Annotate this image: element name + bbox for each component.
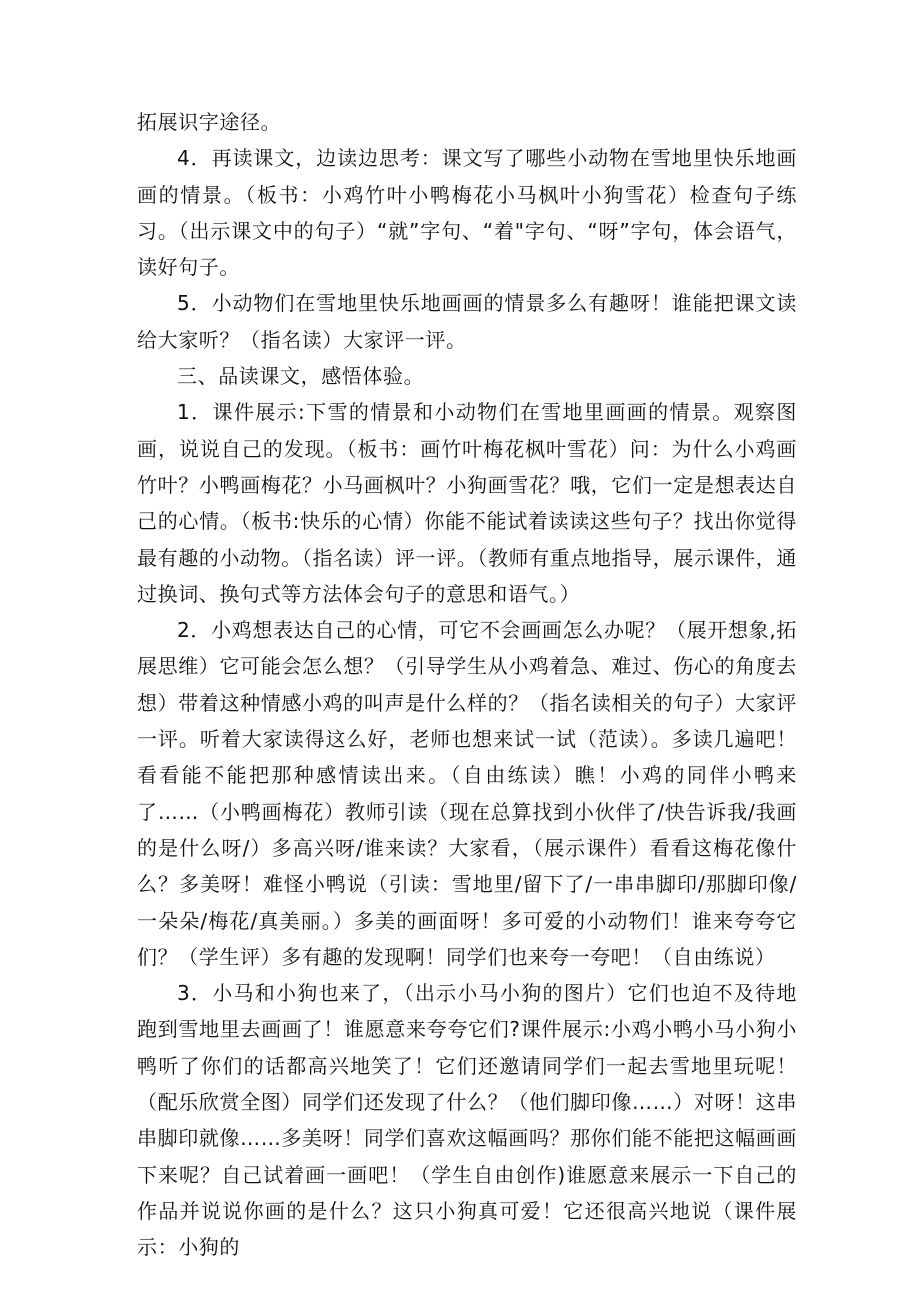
paragraph-4: 1．课件展示:下雪的情景和小动物们在雪地里画画的情景。观察图画，说说自己的发现。（板书：画竹叶梅花枫叶雪花）问：为什么小鸡画竹叶？小鸭画梅花？小马画枫叶？小狗画雪花？哦，它们一定是想表达自己的心情。（板书:快乐的心情）你能不能试着读读这些句子？找出你觉得最有趣的小动物。（指名读）评一评。（教师有重点地指导，展示课件，通过换词、换句式等方法体会句子的意思和语气。）	[137, 400, 797, 606]
paragraph-6: 3．小马和小狗也来了，（出示小马小狗的图片）它们也迫不及待地跑到雪地里去画画了！谁愿意来夸夸它们?课件展示:小鸡小鸭小马小狗小鸭听了你们的话都高兴地笑了！它们还邀请同学们一起去雪地里玩呢！（配乐欣赏全图）同学们还发现了什么？（他们脚印像……）对呀！这串串脚印就像……多美呀！同学们喜欢这幅画吗？那你们能不能把这幅画画下来呢？自己试着画一画吧！（学生自由创作)谁愿意来展示一下自己的作品并说说你画的是什么？这只小狗真可爱！它还很高兴地说（课件展示：小狗的	[137, 981, 797, 1260]
document-page	[137, 104, 797, 1266]
paragraph-5: 2．小鸡想表达自己的心情，可它不会画画怎么办呢？（展开想象,拓展思维）它可能会怎么想？（引导学生从小鸡着急、难过、伤心的角度去想）带着这种情感小鸡的叫声是什么样的？（指名读相关的句子）大家评一评。听着大家读得这么好，老师也想来试一试（范读）。多读几遍吧！看看能不能把那种感情读出来。（自由练读）瞧！小鸡的同伴小鸭来了……（小鸭画梅花）教师引读（现在总算找到小伙伴了/快告诉我/我画的是什么呀/）多高兴呀/谁来读？大家看，（展示课件）看看这梅花像什么？多美呀！难怪小鸭说（引读：雪地里/留下了/一串串脚印/那脚印像/一朵朵/梅花/真美丽。）多美的画面呀！多可爱的小动物们！谁来夸夸它们？（学生评）多有趣的发现啊！同学们也来夸一夸吧！（自由练说）	[137, 618, 797, 969]
section-heading: 三、品读课文，感悟体验。	[177, 364, 425, 389]
paragraph-1: 拓展识字途径。	[137, 110, 282, 134]
paragraph-2: 4．再读课文，边读边思考：课文写了哪些小动物在雪地里快乐地画画的情景。（板书：小鸡竹叶小鸭梅花小马枫叶小狗雪花）检查句子练习。（出示课文中的句子）“就”字句、“着"字句、“呀”字句，体会语气，读好句子。	[137, 146, 797, 280]
paragraph-3: 5．小动物们在雪地里快乐地画画的情景多么有趣呀！谁能把课文读给大家听？（指名读）大家评一评。	[137, 291, 797, 352]
